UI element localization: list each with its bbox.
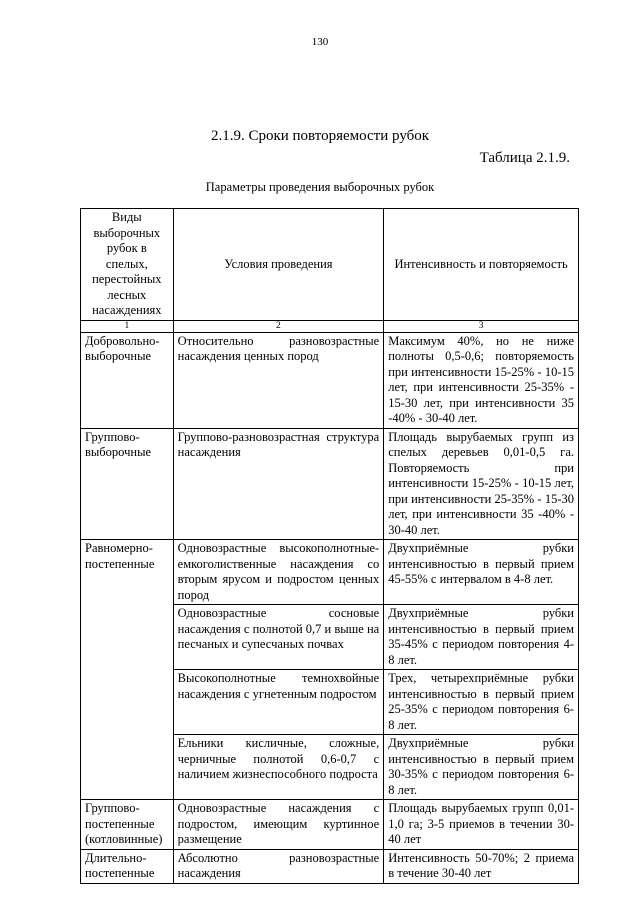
column-number: 1 bbox=[81, 320, 174, 332]
table-row bbox=[81, 540, 579, 605]
conditions-cell: Ельники кисличные, сложные, черничные полнотой 0,6-0,7 с наличием жизнеспособного подроста bbox=[173, 735, 384, 800]
intensity-cell: Максимум 40%, но не ниже полноты 0,5-0,6; повторяемость при интенсивности 15-25% - 10-15 лет, при интенсивности 25-35% - 15-30 лет, при интенсивности 35 -40% - 30-40 лет. bbox=[384, 332, 579, 428]
cutting-type-cell: Равномерно-постепенные bbox=[81, 540, 174, 800]
conditions-cell: Одновозрастные насаждения с подростом, имеющим куртинное размещение bbox=[173, 800, 384, 850]
table-header-row bbox=[81, 209, 579, 321]
table-row bbox=[81, 800, 579, 850]
table-row bbox=[81, 332, 579, 428]
intensity-cell: Двухприёмные рубки интенсивностью в первый прием 30-35% с периодом повторения 6-8 лет. bbox=[384, 735, 579, 800]
cutting-type-cell: Группово-постепенные (котловинные) bbox=[81, 800, 174, 850]
cutting-type-cell: Добровольно-выборочные bbox=[81, 332, 174, 428]
column-number: 3 bbox=[384, 320, 579, 332]
table-row bbox=[81, 849, 579, 883]
column-number-row bbox=[81, 320, 579, 332]
intensity-cell: Площадь вырубаемых групп 0,01-1,0 га; 3-5 приемов в течении 30-40 лет bbox=[384, 800, 579, 850]
header-conditions: Условия проведения bbox=[173, 209, 384, 321]
conditions-cell: Высокополнотные темнохвойные насаждения с угнетенным подростом bbox=[173, 670, 384, 735]
intensity-cell: Двухприёмные рубки интенсивностью в первый прием 35-45% с периодом повторения 4-8 лет. bbox=[384, 605, 579, 670]
page-number: 130 bbox=[311, 36, 329, 48]
conditions-cell: Абсолютно разновозрастные насаждения bbox=[173, 849, 384, 883]
conditions-cell: Одновозрастные высокополнотные-емкоголиственные насаждения со вторым ярусом и подростом ценных пород bbox=[173, 540, 384, 605]
table-label: Таблица 2.1.9. bbox=[479, 150, 570, 166]
header-intensity: Интенсивность и повторяемость bbox=[384, 209, 579, 321]
section-title: 2.1.9. Сроки повторяемости рубок bbox=[210, 128, 430, 144]
header-cutting-type: Виды выборочных рубок в спелых, перестойных лесных насаждениях bbox=[81, 209, 174, 321]
intensity-cell: Площадь вырубаемых групп из спелых деревьев 0,01-0,5 га. Повторяемость при интенсивности 15-25% - 10-15 лет, при интенсивности 25-35% - 15-30 лет, при интенсивности 35 -40% - 30-40 лет. bbox=[384, 428, 579, 540]
table-row bbox=[81, 428, 579, 540]
intensity-cell: Интенсивность 50-70%; 2 приема в течение 30-40 лет bbox=[384, 849, 579, 883]
cutting-type-cell: Длительно-постепенные bbox=[81, 849, 174, 883]
cutting-type-cell: Группово-выборочные bbox=[81, 428, 174, 540]
intensity-cell: Трех, четырехприёмные рубки интенсивностью в первый прием 25-35% с периодом повторения 6-8 лет. bbox=[384, 670, 579, 735]
parameters-table bbox=[80, 208, 579, 884]
conditions-cell: Группово-разновозрастная структура насаждения bbox=[173, 428, 384, 540]
intensity-cell: Двухприёмные рубки интенсивностью в первый прием 45-55% с интервалом в 4-8 лет. bbox=[384, 540, 579, 605]
conditions-cell: Одновозрастные сосновые насаждения с полнотой 0,7 и выше на песчаных и супесчаных почвах bbox=[173, 605, 384, 670]
conditions-cell: Относительно разновозрастные насаждения ценных пород bbox=[173, 332, 384, 428]
table-caption: Параметры проведения выборочных рубок bbox=[205, 180, 435, 194]
column-number: 2 bbox=[173, 320, 384, 332]
